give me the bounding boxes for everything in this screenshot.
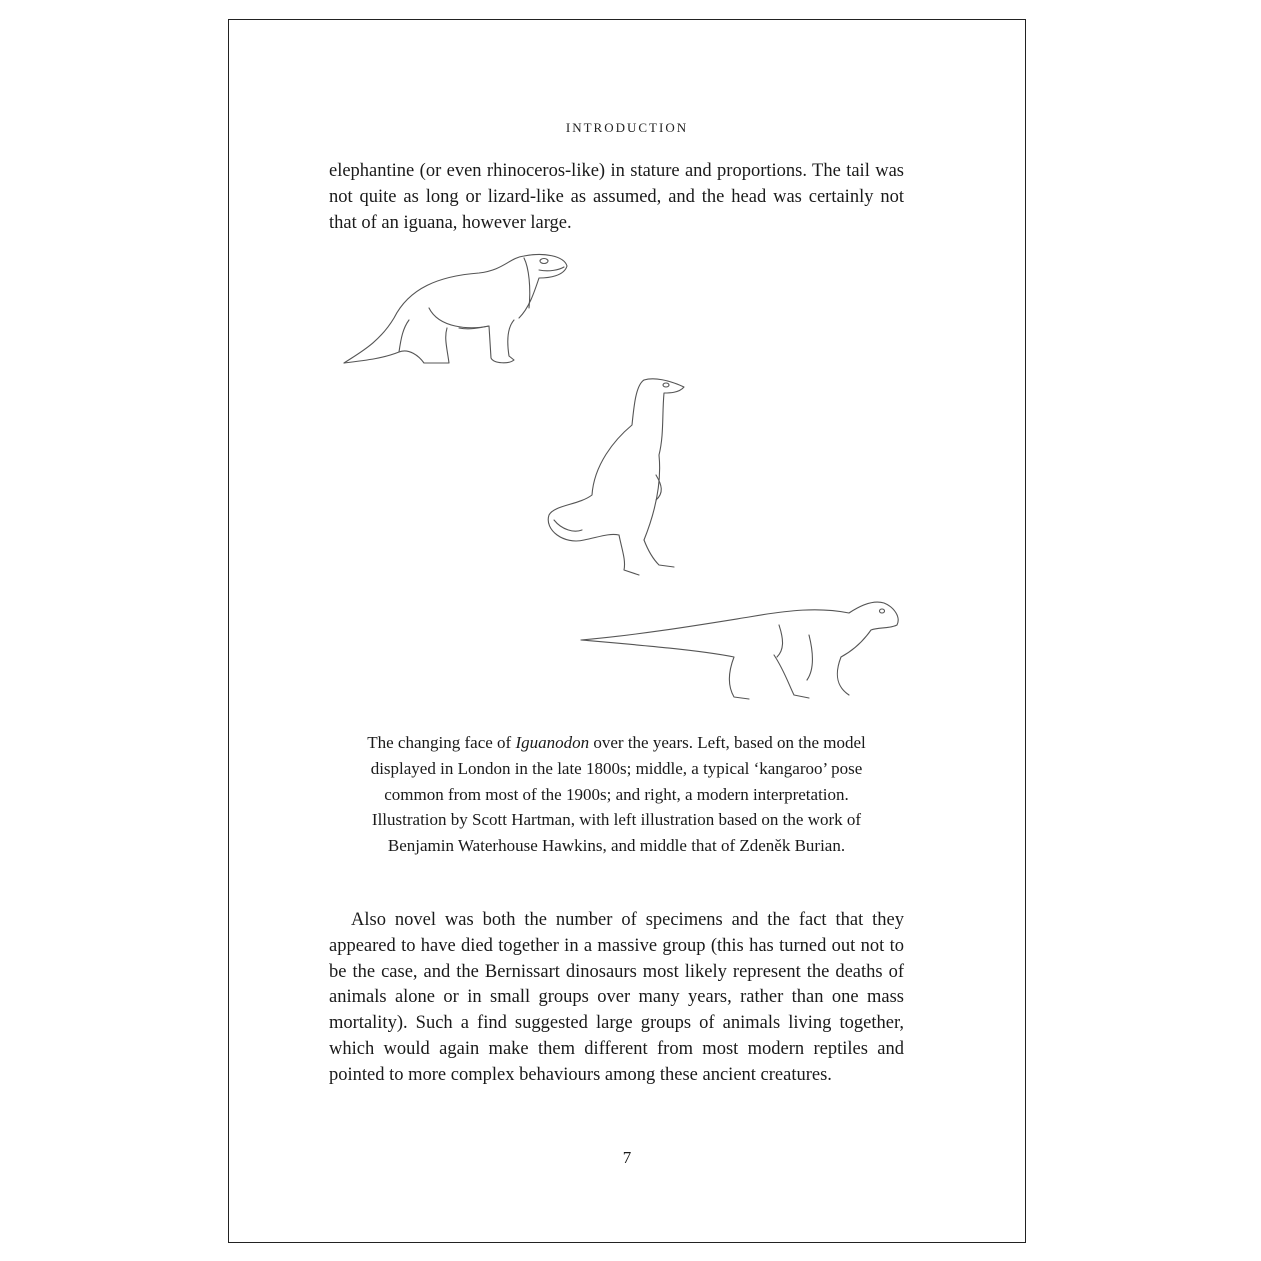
iguanodon-1800s-illustration	[339, 248, 579, 368]
book-page	[228, 19, 1026, 1243]
iguanodon-1900s-illustration	[544, 375, 694, 580]
page-number: 7	[622, 1148, 632, 1167]
paragraph-1: elephantine (or even rhinoceros-like) in stature and proportions. The tail was not quite as long or lizard-like as assumed, and the head was certainly not that of an iguana, however large.	[329, 161, 904, 233]
iguanodon-modern-illustration	[579, 595, 904, 705]
figure-caption	[359, 730, 874, 859]
caption-text-rest: over the years. Left, based on the model displayed in London in the late 1800s; middle, a typical ‘kangaroo’ pose common from most of the 1900s; and right, a modern interpretation. Illustration by Scott Hartman, with left illustration based on the work of Benjamin Waterhouse Hawkins, and middle that of Zdeněk Burian.	[370, 733, 866, 856]
caption-genus-name: Iguanodon	[515, 733, 590, 752]
paragraph-2: Also novel was both the number of specimens and the fact that they appeared to have died together in a massive group (this has turned out not to be the case, and the Bernissart dinosaurs most likely represent the deaths of animals alone or in small groups over many years, rather than one mass mortality). Such a find suggested large groups of animals living together, which would again make them different from most modern reptiles and pointed to more complex behaviours among these ancient creatures.	[329, 910, 904, 1085]
caption-text-start: The changing face of	[367, 733, 516, 752]
running-head: INTRODUCTION	[565, 120, 689, 135]
